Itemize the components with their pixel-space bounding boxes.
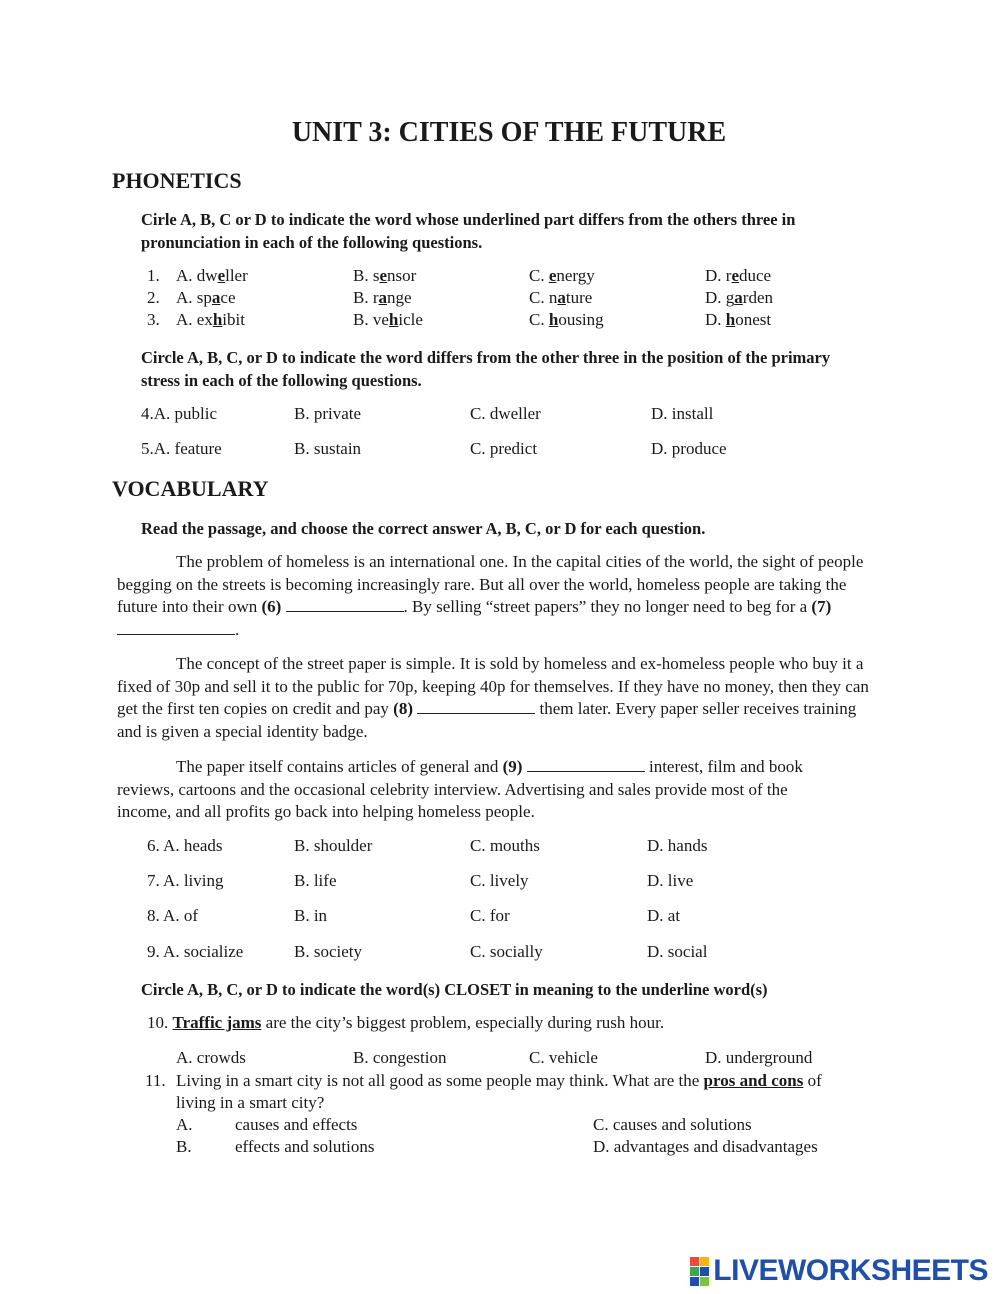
option-d[interactable]: D. garden	[705, 288, 773, 307]
option-c[interactable]: C. for	[470, 906, 510, 925]
answer-blank-6[interactable]	[286, 597, 404, 612]
answer-blank-7[interactable]	[117, 620, 235, 635]
logo-square	[690, 1257, 699, 1266]
blank-number-7: (7)	[811, 597, 832, 617]
section-vocabulary: VOCABULARY	[112, 476, 269, 501]
option-a[interactable]: 5.A. feature	[141, 439, 222, 458]
liveworksheets-logo	[690, 1254, 988, 1288]
option-a[interactable]: 7. A. living	[147, 871, 224, 890]
logo-square	[700, 1267, 709, 1276]
option-d[interactable]: D. hands	[647, 836, 708, 855]
blank-number-8: (8)	[393, 699, 413, 719]
question-number: 2.	[147, 288, 160, 307]
option-c[interactable]: C. mouths	[470, 836, 540, 855]
option-c[interactable]: C. socially	[470, 942, 543, 961]
option-d[interactable]: D. underground	[705, 1048, 813, 1067]
option-a[interactable]: A. crowds	[176, 1048, 246, 1067]
underlined-letter: e	[548, 266, 557, 285]
option-b[interactable]: effects and solutions	[235, 1137, 375, 1156]
instruction-closest-meaning: Circle A, B, C, or D to indicate the word(s) CLOSET in meaning to the underline word(s)	[141, 980, 768, 999]
option-b[interactable]: B. in	[294, 906, 328, 925]
option-d[interactable]: D. produce	[651, 439, 727, 458]
passage-paragraph-2: The concept of the street paper is simple. It is sold by homeless and ex-homeless people who buy it a fixed of 30p and sell it to the public for 70p, keeping 40p for themselves. If they have no money, then they can get the first ten copies on credit and pay (8) them later. Every paper seller receives training and is given a special identity badge.	[117, 654, 869, 741]
logo-square	[690, 1277, 699, 1286]
option-d[interactable]: D. at	[647, 906, 681, 925]
question-10: 10. Traffic jams are the city’s biggest problem, especially during rush hour.	[147, 1013, 665, 1032]
option-b-label: B.	[176, 1137, 192, 1156]
stress-question-4	[141, 404, 841, 426]
option-a[interactable]: causes and effects	[235, 1115, 358, 1134]
option-b[interactable]: B. private	[294, 404, 362, 423]
pronunciation-question-2	[0, 288, 1000, 310]
logo-square	[690, 1267, 699, 1276]
option-b[interactable]: B. life	[294, 871, 337, 890]
underlined-letter: e	[731, 266, 739, 285]
option-c[interactable]: C. predict	[470, 439, 538, 458]
answer-blank-9[interactable]	[527, 757, 645, 772]
option-d[interactable]: D. install	[651, 404, 714, 423]
logo-square	[700, 1257, 709, 1266]
option-a-label: A.	[176, 1115, 193, 1134]
pronunciation-question-1	[0, 266, 1000, 288]
option-b[interactable]: B. society	[294, 942, 362, 961]
instruction-passage: Read the passage, and choose the correct answer A, B, C, or D for each question.	[141, 519, 706, 538]
underlined-letter: h	[548, 310, 559, 329]
page-title: UNIT 3: CITIES OF THE FUTURE	[291, 117, 727, 148]
option-b[interactable]: B. sensor	[353, 266, 417, 285]
instruction-stress: Circle A, B, C, or D to indicate the word differs from the other three in the position of the primary stress in each of the following questions.	[141, 348, 831, 390]
question-11: 11. Living in a smart city is not all good as some people may think. What are the pros and cons of	[145, 1071, 822, 1090]
vocabulary-question-6	[0, 836, 1000, 858]
blank-number-9: (9)	[502, 757, 523, 776]
underlined-phrase: Traffic jams	[172, 1013, 262, 1032]
vocabulary-question-9	[0, 942, 1000, 964]
option-c[interactable]: C. dweller	[470, 404, 541, 423]
option-a[interactable]: A. dweller	[176, 266, 248, 285]
option-a[interactable]: 6. A. heads	[147, 836, 223, 855]
option-b[interactable]: B. range	[353, 288, 412, 307]
answer-blank-8[interactable]	[417, 699, 535, 714]
question-11-line-2: living in a smart city?	[176, 1093, 325, 1112]
question-11-options-row-2	[176, 1137, 876, 1159]
instruction-pronunciation: Cirle A, B, C or D to indicate the word whose underlined part differs from the others three in pronunciation in each of the following questions.	[141, 210, 796, 252]
question-10-options	[176, 1048, 876, 1070]
underlined-letter: a	[557, 288, 566, 307]
option-b[interactable]: B. congestion	[353, 1048, 447, 1067]
option-d[interactable]: D. live	[647, 871, 694, 890]
stress-question-5	[141, 439, 841, 461]
vocabulary-question-8	[0, 906, 1000, 928]
passage-paragraph-3: The paper itself contains articles of general and (9) interest, film and book reviews, cartoons and the occasional celebrity interview. Advertising and sales provide most of the income, and all profits go back into helping homeless people.	[117, 757, 803, 822]
vocabulary-question-7	[0, 871, 1000, 893]
option-c[interactable]: C. lively	[470, 871, 529, 890]
question-number: 1.	[147, 266, 160, 285]
logo-square	[700, 1277, 709, 1286]
question-number: 3.	[147, 310, 160, 329]
underlined-letter: e	[217, 266, 226, 285]
option-d[interactable]: D. social	[647, 942, 708, 961]
underlined-letter: a	[211, 288, 221, 307]
passage-paragraph-1: The problem of homeless is an international one. In the capital cities of the world, the sight of people begging on the streets is becoming increasingly rare. But all over the world, homeless people are taking the future into their own (6) . By selling “street papers” they no longer need to beg for a (7) .	[117, 552, 864, 639]
underlined-letter: a	[378, 288, 387, 307]
logo-text: LIVEWORKSHEETS	[713, 1254, 988, 1287]
option-a[interactable]: 8. A. of	[147, 906, 198, 925]
blank-number-6: (6)	[261, 597, 282, 617]
pronunciation-question-3	[0, 310, 1000, 332]
option-a[interactable]: 9. A. socialize	[147, 942, 244, 961]
question-11-options-row-1	[176, 1115, 876, 1137]
option-c[interactable]: C. nature	[529, 288, 593, 307]
option-c[interactable]: C. housing	[529, 310, 604, 329]
underlined-phrase: pros and cons	[703, 1071, 804, 1090]
option-c[interactable]: C. energy	[529, 266, 595, 285]
section-phonetics: PHONETICS	[112, 168, 242, 193]
option-c[interactable]: C. causes and solutions	[593, 1115, 752, 1134]
option-b[interactable]: B. shoulder	[294, 836, 373, 855]
option-b[interactable]: B. vehicle	[353, 310, 423, 329]
option-b[interactable]: B. sustain	[294, 439, 362, 458]
underlined-letter: h	[388, 310, 399, 329]
logo-mark-icon	[690, 1257, 709, 1286]
underlined-letter: e	[379, 266, 388, 285]
option-a[interactable]: 4.A. public	[141, 404, 218, 423]
option-d[interactable]: D. advantages and disadvantages	[593, 1137, 818, 1156]
underlined-letter: a	[734, 288, 743, 307]
underlined-letter: h	[725, 310, 736, 329]
option-a[interactable]: A. exhibit	[176, 310, 245, 329]
option-c[interactable]: C. vehicle	[529, 1048, 598, 1067]
underlined-letter: h	[212, 310, 223, 329]
option-d[interactable]: D. honest	[705, 310, 772, 329]
option-a[interactable]: A. space	[176, 288, 236, 307]
option-d[interactable]: D. reduce	[705, 266, 772, 285]
